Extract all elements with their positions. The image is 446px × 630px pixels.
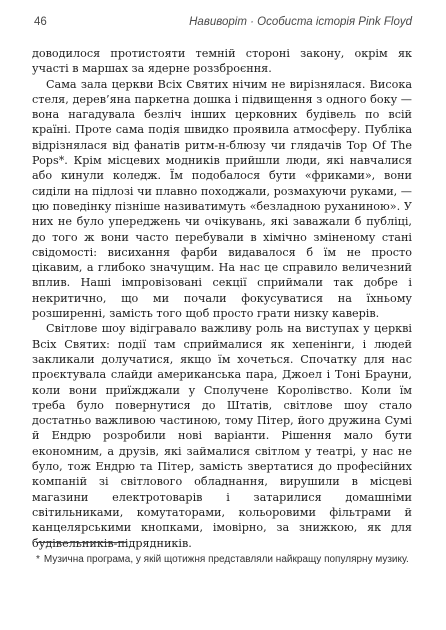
footnote-text: Музична програма, у якій щотижня представляли найкращу популярну музику.	[43, 554, 409, 565]
footnote-marker: *	[36, 554, 40, 565]
footnote-divider	[36, 542, 126, 543]
running-title: Навиворіт · Особиста історія Pink Floyd	[189, 16, 412, 28]
paragraph-continuation: доводилося протистояти темній стороні закону, окрім як участі в маршах за ядерне роззброєння.	[32, 47, 412, 76]
paragraph-light-show: Світлове шоу відігравало важливу роль на виступах у церкві Всіх Святих: події там сприймалися як хепенінги, і людей закликали долучатися, якщо їм хочеться. Спочатку для нас проєктувала слайди американська пара, Джоел і Тоні Брауни, коли вони приїжджали у Сполучене Королівство. Коли їм треба було повернутися до Штатів, світлове шоу стало достатньо важливою частиною, тому Пітер, його дружина Сумі й Ендрю розробили нові варіанти. Рішення мало бути економним, а друзів, які займалися світлом у театрі, у нас не було, тож Ендрю та Пітер, замість звертатися до професійних компаній зі світлового обладнання, вирушили в місцеві магазини електротоварів і затарилися домашніми світильниками, комутаторами, кольоровими фільтрами й канцелярськими кнопками, імовірно, за знижкою, як для будівельників-підрядників.	[32, 322, 412, 550]
footnote	[36, 552, 412, 567]
running-header	[32, 16, 412, 32]
page-number: 46	[34, 16, 47, 28]
paragraph-church-hall: Сама зала церкви Всіх Святих нічим не вирізнялася. Висока стеля, дерев’яна паркетна дошка і підвищення з одного боку — вона нагадувала безліч інших церковних будівель по всій країні. Проте сама подія швидко проявила атмосферу. Публіка відрізнялася від фанатів ритм-н-блюзу чи глядачів Top Of The Pops*. Крім місцевих модників прийшли люди, які навчалися або кинули коледж. Їм подобалося бути «фриками», вони сиділи на підлозі чи плавно походжали, розмахуючи руками, — цю поведінку пізніше називатимуть «безладною руханиною». У них не було упереджень чи очікувань, які заважали б публіці, до того ж вони часто перебували в хімічно зміненому стані свідомості: висихання фарби видавалося б їм не просто цікавим, а глибоко значущим. На нас це справило величезний вплив. Наші імпровізовані секції сприймали так добре і некритично, що ми почали фокусуватися на їхньому розширенні, замість того щоб просто грати низку каверів.	[32, 77, 412, 321]
body-text	[32, 46, 412, 551]
